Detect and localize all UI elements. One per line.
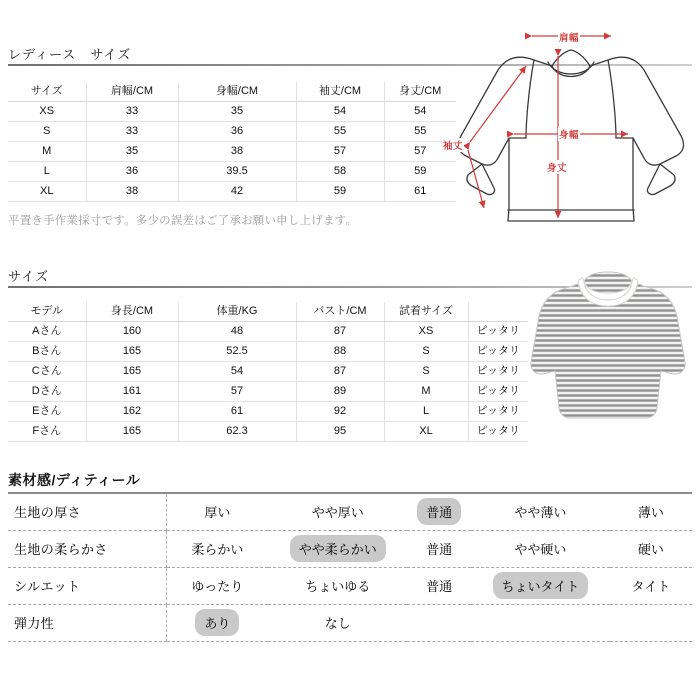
material-option[interactable]: タイト	[631, 579, 671, 594]
material-option[interactable]: やや厚い	[311, 505, 364, 521]
measurement-note: 平置き手作業採寸です。多少の誤差はご了承お願い申し上げます。	[8, 215, 358, 227]
material-option-cell	[471, 604, 610, 641]
material-option-cell[interactable]	[268, 493, 407, 530]
cell-model: Dさん	[8, 382, 86, 402]
cell-shoulder: 35	[86, 142, 178, 162]
cell-sleeve-length: 59	[296, 182, 384, 202]
col-header-body-width: 身幅/CM	[178, 82, 296, 102]
cell-bust: 92	[296, 402, 384, 422]
material-option-selected[interactable]: 普通	[417, 498, 461, 525]
table-row	[8, 342, 528, 362]
material-row-label: 生地の柔らかさ	[8, 530, 166, 567]
cell-fit: ピッタリ	[468, 382, 528, 402]
material-option[interactable]: ゆったり	[191, 579, 244, 594]
table-row	[8, 162, 456, 182]
col-header-height: 身長/CM	[86, 302, 178, 322]
left-cuff	[467, 164, 494, 195]
model-size-table	[8, 302, 528, 442]
body-width-label: 身幅	[558, 127, 580, 141]
material-option-cell[interactable]	[471, 567, 610, 604]
cell-sleeve-length: 54	[296, 102, 384, 122]
cell-model: Eさん	[8, 402, 86, 422]
cell-try-size: XL	[384, 422, 468, 442]
cell-body-length: 54	[384, 102, 456, 122]
cell-size: M	[8, 142, 86, 162]
cell-try-size: XS	[384, 322, 468, 342]
material-option[interactable]: 普通	[426, 542, 453, 557]
cell-height: 165	[86, 422, 178, 442]
col-header-body-length: 身丈/CM	[384, 82, 456, 102]
cell-body-width: 35	[178, 102, 296, 122]
table-row	[8, 382, 528, 402]
material-option-selected[interactable]: やや柔らかい	[290, 535, 386, 562]
cell-fit: ピッタリ	[468, 422, 528, 442]
cell-body-length: 59	[384, 162, 456, 182]
cell-body-width: 42	[178, 182, 296, 202]
left-shoulder-seam	[526, 60, 534, 138]
table-header-row	[8, 82, 456, 102]
shirt-stripes	[528, 258, 688, 430]
body-length-label: 身丈	[546, 160, 568, 174]
material-row-thickness	[8, 493, 692, 530]
material-option[interactable]: やや硬い	[514, 542, 567, 557]
material-detail-heading: 素材感/ディティール	[8, 472, 141, 488]
cell-size: L	[8, 162, 86, 182]
cell-try-size: S	[384, 362, 468, 382]
cell-shoulder: 33	[86, 122, 178, 142]
right-cuff	[647, 164, 674, 195]
ladies-size-table	[8, 82, 456, 202]
table-row	[8, 182, 456, 202]
material-option-cell[interactable]	[268, 604, 407, 641]
material-option-cell[interactable]	[166, 604, 268, 641]
ladies-size-heading: レディース サイズ	[8, 47, 132, 62]
col-header-model: モデル	[8, 302, 86, 322]
material-option-cell[interactable]	[471, 530, 610, 567]
material-option-cell[interactable]	[610, 530, 692, 567]
material-option[interactable]: ちょいゆる	[305, 579, 371, 594]
material-option-cell[interactable]	[166, 530, 268, 567]
col-header-fit	[468, 302, 528, 322]
cell-model: Fさん	[8, 422, 86, 442]
table-row	[8, 142, 456, 162]
material-option-cell[interactable]	[407, 530, 471, 567]
col-header-sleeve-length: 袖丈/CM	[296, 82, 384, 102]
material-option[interactable]: 薄い	[637, 505, 664, 521]
cell-try-size: S	[384, 342, 468, 362]
cell-fit: ピッタリ	[468, 402, 528, 422]
material-option-cell[interactable]	[166, 493, 268, 530]
cell-height: 165	[86, 342, 178, 362]
col-header-shoulder: 肩幅/CM	[86, 82, 178, 102]
cell-shoulder: 36	[86, 162, 178, 182]
cell-body-length: 61	[384, 182, 456, 202]
material-option[interactable]: なし	[324, 616, 351, 631]
material-option-cell[interactable]	[268, 567, 407, 604]
material-option-cell[interactable]	[268, 530, 407, 567]
cell-size: XL	[8, 182, 86, 202]
material-option[interactable]: 厚い	[204, 505, 231, 521]
col-header-try-size: 試着サイズ	[384, 302, 468, 322]
cell-body-width: 38	[178, 142, 296, 162]
cell-sleeve-length: 55	[296, 122, 384, 142]
material-option-selected[interactable]: あり	[195, 609, 239, 636]
col-header-size: サイズ	[8, 82, 86, 102]
cell-weight: 54	[178, 362, 296, 382]
table-header-row	[8, 302, 528, 322]
cell-weight: 61	[178, 402, 296, 422]
material-row-silhouette	[8, 567, 692, 604]
cell-weight: 57	[178, 382, 296, 402]
material-row-label: 生地の厚さ	[8, 493, 166, 530]
cell-bust: 89	[296, 382, 384, 402]
cell-body-length: 57	[384, 142, 456, 162]
material-option-cell[interactable]	[610, 493, 692, 530]
shoulder-width-label: 肩幅	[558, 30, 580, 44]
material-option-cell[interactable]	[407, 493, 471, 530]
cell-model: Bさん	[8, 342, 86, 362]
material-row-label: 弾力性	[8, 604, 166, 641]
table-row	[8, 422, 528, 442]
table-row	[8, 322, 528, 342]
material-detail-table	[8, 492, 692, 642]
cell-size: S	[8, 122, 86, 142]
table-row	[8, 362, 528, 382]
cell-body-length: 55	[384, 122, 456, 142]
material-option-cell[interactable]	[407, 567, 471, 604]
cell-bust: 88	[296, 342, 384, 362]
cell-bust: 87	[296, 362, 384, 382]
right-shoulder-seam	[608, 60, 616, 138]
material-option[interactable]: やや薄い	[514, 505, 567, 521]
material-row-label: シルエット	[8, 567, 166, 604]
cell-body-width: 39.5	[178, 162, 296, 182]
cell-height: 161	[86, 382, 178, 402]
col-header-weight: 体重/KG	[178, 302, 296, 322]
sleeve-length-arrow-lower	[468, 150, 484, 208]
material-option-cell	[407, 604, 471, 641]
table-row	[8, 102, 456, 122]
cell-body-width: 36	[178, 122, 296, 142]
cell-height: 160	[86, 322, 178, 342]
col-header-bust: バスト/CM	[296, 302, 384, 322]
product-photo	[528, 258, 688, 435]
cell-sleeve-length: 58	[296, 162, 384, 182]
garment-measurement-diagram	[443, 22, 694, 255]
cell-shoulder: 33	[86, 102, 178, 122]
cell-fit: ピッタリ	[468, 362, 528, 382]
table-row	[8, 402, 528, 422]
cell-try-size: L	[384, 402, 468, 422]
cell-fit: ピッタリ	[468, 322, 528, 342]
material-option-cell[interactable]	[610, 567, 692, 604]
cell-weight: 52.5	[178, 342, 296, 362]
cell-sleeve-length: 57	[296, 142, 384, 162]
cell-weight: 62.3	[178, 422, 296, 442]
cell-shoulder: 38	[86, 182, 178, 202]
material-option-selected[interactable]: ちょいタイト	[493, 572, 589, 599]
material-option-cell	[610, 604, 692, 641]
material-option[interactable]: 柔らかい	[191, 542, 244, 557]
cell-size: XS	[8, 102, 86, 122]
cell-fit: ピッタリ	[468, 342, 528, 362]
material-option-cell[interactable]	[471, 493, 610, 530]
material-row-elasticity	[8, 604, 692, 641]
material-option-cell[interactable]	[166, 567, 268, 604]
cell-weight: 48	[178, 322, 296, 342]
cell-bust: 87	[296, 322, 384, 342]
product-photo-svg	[528, 258, 688, 430]
table-row	[8, 122, 456, 142]
cell-model: Cさん	[8, 362, 86, 382]
model-size-heading: サイズ	[8, 269, 49, 284]
cell-try-size: M	[384, 382, 468, 402]
cell-bust: 95	[296, 422, 384, 442]
material-option[interactable]: 普通	[426, 579, 453, 594]
cell-height: 162	[86, 402, 178, 422]
cell-height: 165	[86, 362, 178, 382]
material-row-softness	[8, 530, 692, 567]
neckline-rib	[548, 62, 594, 74]
material-option[interactable]: 硬い	[637, 542, 664, 557]
cell-model: Aさん	[8, 322, 86, 342]
sleeve-length-label: 袖丈	[442, 138, 464, 152]
